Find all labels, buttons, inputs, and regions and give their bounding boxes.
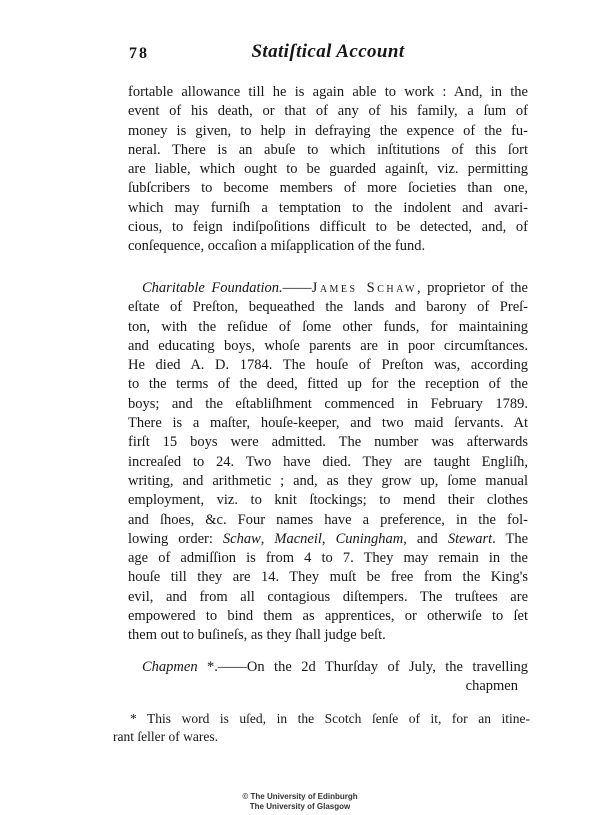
text-line: houſe till they are 14. They muſt be free from the King's xyxy=(128,569,528,586)
text-segment: , xyxy=(321,530,336,547)
italic-text: Charitable Foundation. xyxy=(142,280,283,296)
text-line: He died A. D. 1784. The houſe of Preſton was, according xyxy=(128,357,528,374)
text-line: ton, with the reſidue of ſome other funds, for maintaining xyxy=(128,318,528,335)
text-line: boys; and the eſtabliſhment commenced in February 1789. xyxy=(128,395,528,412)
text-line xyxy=(128,279,528,298)
copyright-footer xyxy=(0,792,600,811)
paragraph-friendly-society xyxy=(128,83,528,257)
footnote xyxy=(113,710,530,746)
running-title: Statiſtical Account xyxy=(251,41,405,62)
text-line: writing, and arithmetic ; and, as they grow up, ſome manual xyxy=(128,472,528,489)
text-segment: lowing order: xyxy=(128,530,223,547)
paragraph-charitable-foundation xyxy=(128,279,528,646)
smallcaps-name: James Schaw xyxy=(311,280,417,296)
italic-text: Schaw xyxy=(222,530,261,547)
italic-text: Chapmen xyxy=(142,659,198,675)
text-line: conſequence, occaſion a miſapplication of the fund. xyxy=(128,238,426,255)
text-line: chapmen xyxy=(465,678,518,695)
text-line: which may furniſh a temptation to the indolent and avari- xyxy=(128,199,528,216)
text-line: eſtate of Preſton, bequeathed the lands and barony of Preſ- xyxy=(128,299,528,316)
text-line: and educating boys, whoſe parents are in poor circumſtances. xyxy=(128,337,528,354)
text-line: firſt 15 boys were admitted. The number was afterwards xyxy=(128,434,528,451)
text-segment: —— xyxy=(282,280,312,296)
text-line: increaſed to 24. Two have died. They are taught Engliſh, xyxy=(128,453,528,470)
text-line: are liable, which ought to be guarded againſt, viz. permitting xyxy=(128,161,528,178)
footer-line-edinburgh: © The University of Edinburgh xyxy=(242,792,358,801)
italic-text: Stewart xyxy=(447,530,493,547)
text-line xyxy=(128,658,528,677)
text-line: fortable allowance till he is again able to work : And, in the xyxy=(128,84,528,100)
text-segment: *.——On the 2d Thurſday of July, the travelling xyxy=(197,659,528,675)
text-line xyxy=(128,530,528,549)
text-line: money is given, to help in defraying the expence of the fu- xyxy=(128,122,528,139)
text-line: cious, to feign indiſpoſitions difficult to be detected, and, of xyxy=(128,219,528,236)
text-segment: . The xyxy=(492,530,529,547)
text-segment: , and xyxy=(403,530,448,547)
text-segment: , proprietor of the xyxy=(416,280,528,296)
text-line: empowered to bind them as apprentices, or otherwiſe to ſet xyxy=(128,608,528,625)
text-segment: , xyxy=(260,530,275,547)
italic-text: Macneil xyxy=(274,530,322,547)
text-line: and ſhoes, &c. Four names have a preference, in the fol- xyxy=(128,511,528,528)
text-line: age of admiſſion is from 4 to 7. They may remain in the xyxy=(128,550,528,567)
text-line: There is a maſter, houſe-keeper, and two maid ſervants. At xyxy=(128,415,528,432)
text-line: neral. There is an abuſe to which inſtitutions of this ſort xyxy=(128,141,528,158)
footer-line-glasgow: The University of Glasgow xyxy=(249,801,351,811)
text-line: * This word is uſed, in the Scotch ſenſe of it, for an itine- xyxy=(130,711,530,726)
paragraph-chapmen xyxy=(128,658,528,697)
italic-text: Cuningham xyxy=(335,530,404,547)
page-number: 78 xyxy=(129,45,149,62)
text-line: ſubſcribers to become members of more ſocieties than one, xyxy=(128,180,528,197)
text-line: rant ſeller of wares. xyxy=(113,729,218,744)
text-line: employment, viz. to knit ſtockings; to mend their clothes xyxy=(128,492,528,509)
text-line: event of his death, or that of any of his family, a ſum of xyxy=(128,103,528,120)
text-line: to the terms of the deed, fitted up for the reception of the xyxy=(128,376,528,393)
text-line: them out to buſineſs, as they ſhall judge beſt. xyxy=(128,627,386,644)
text-line: evil, and from all contagious diſtempers. The truſtees are xyxy=(128,588,528,605)
